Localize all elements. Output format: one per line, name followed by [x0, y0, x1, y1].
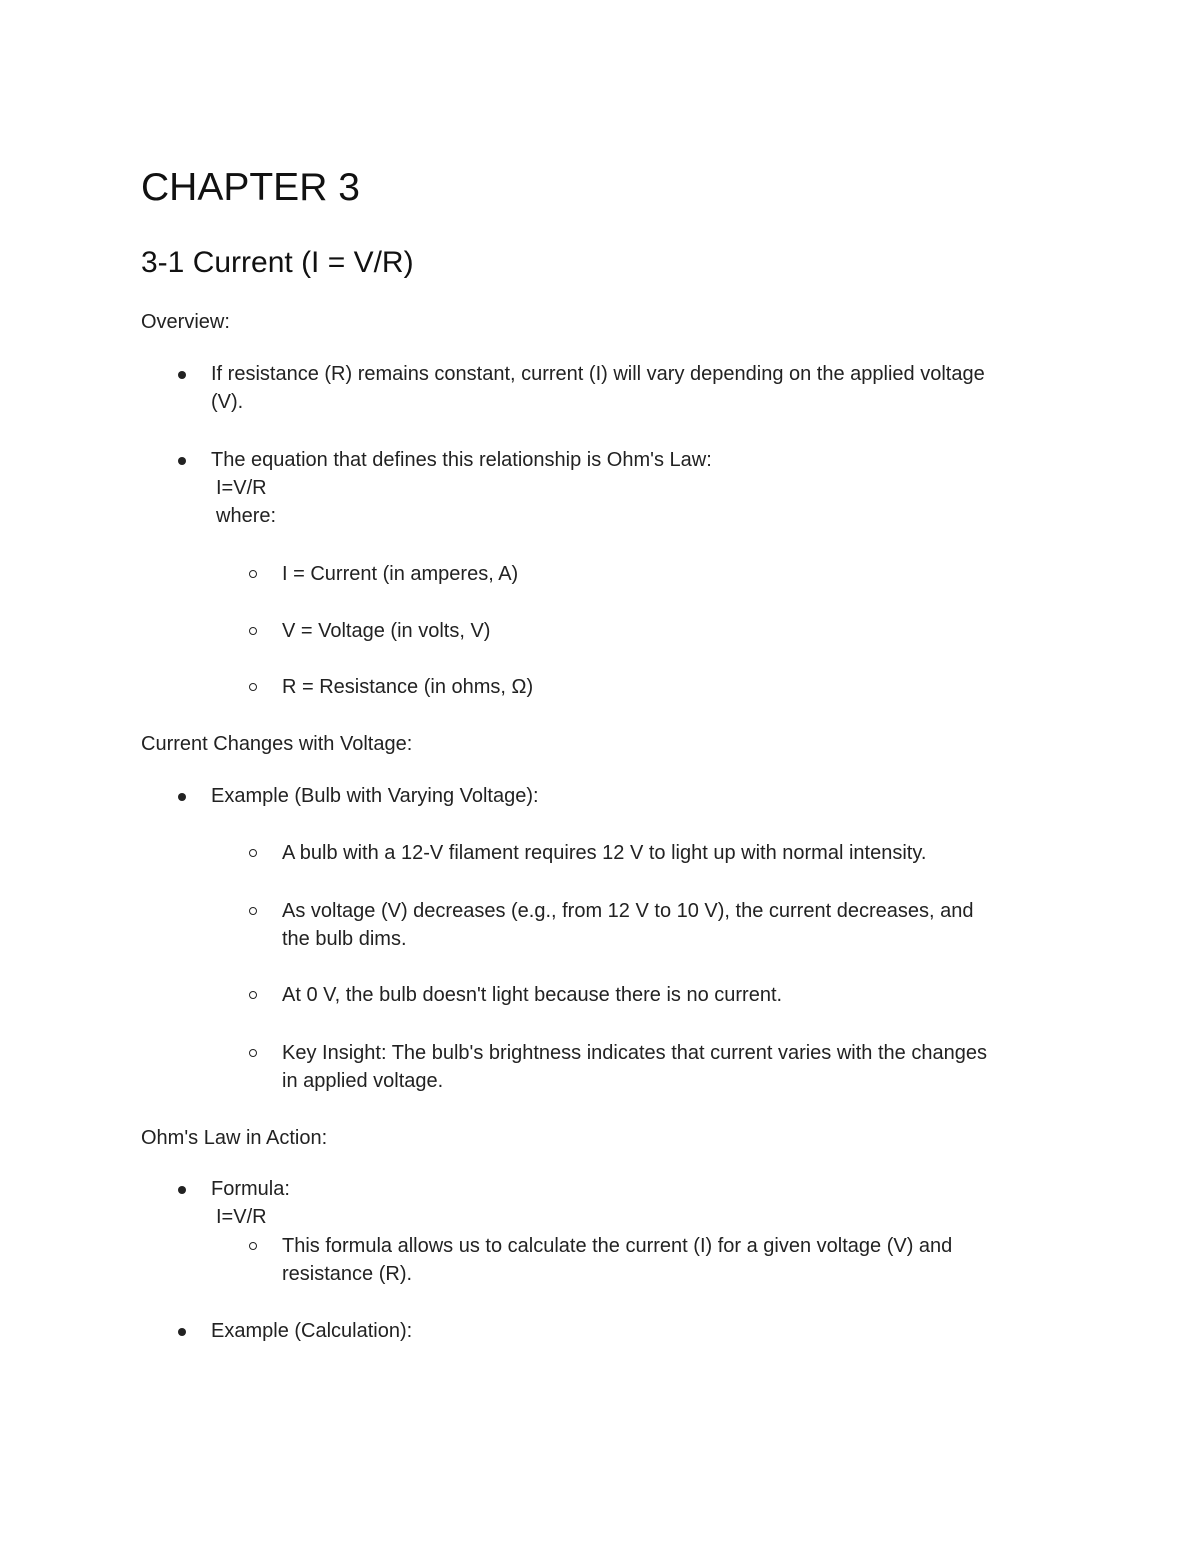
ohms-law-action-label: Ohm's Law in Action:: [141, 1127, 328, 1149]
overview-bullet-2-line-1: The equation that defines this relationship is Ohm's Law:: [211, 449, 712, 471]
bulb-item-4-line-2: in applied voltage.: [282, 1070, 444, 1092]
example-calculation-bullet: Example (Calculation):: [211, 1317, 412, 1345]
example-bulb-bullet: Example (Bulb with Varying Voltage):: [211, 782, 539, 810]
overview-label: Overview:: [141, 311, 230, 333]
bulb-item-1: [282, 839, 926, 867]
overview-bullet-1-line-1: If resistance (R) remains constant, current (I) will vary depending on the applied voltage: [211, 363, 985, 385]
bulb-item-2-line-2: the bulb dims.: [282, 928, 407, 950]
overview-bullet-2: [211, 446, 712, 474]
bulb-item-2: [282, 897, 973, 953]
ohms-law-formula: I=V/R: [216, 477, 267, 499]
definition-current: I = Current (in amperes, A): [282, 560, 518, 588]
bulb-item-3: [282, 981, 782, 1009]
overview-bullet-1: [211, 360, 985, 416]
where-label: where:: [216, 505, 277, 527]
bulb-item-1-line-1: A bulb with a 12-V filament requires 12 V to light up with normal intensity.: [282, 842, 927, 864]
formula-note-line-2: resistance (R).: [282, 1263, 413, 1285]
overview-bullet-1-line-2: (V).: [211, 391, 244, 413]
formula-bullet: Formula:: [211, 1175, 290, 1203]
bulb-item-2-line-1: As voltage (V) decreases (e.g., from 12 V to 10 V), the current decreases, and: [282, 900, 974, 922]
definition-voltage: V = Voltage (in volts, V): [282, 617, 490, 645]
section-heading: 3-1 Current (I = V/R): [141, 246, 414, 279]
bulb-item-3-line-1: At 0 V, the bulb doesn't light because there is no current.: [282, 984, 783, 1006]
bulb-item-4: [282, 1039, 987, 1095]
current-changes-label: Current Changes with Voltage:: [141, 733, 413, 755]
formula-note: [282, 1232, 952, 1288]
definition-resistance: R = Resistance (in ohms, Ω): [282, 673, 533, 701]
formula-text: I=V/R: [216, 1206, 267, 1228]
formula-note-line-1: This formula allows us to calculate the current (I) for a given voltage (V) and: [282, 1235, 953, 1257]
chapter-title: CHAPTER 3: [141, 166, 360, 209]
bulb-item-4-line-1: Key Insight: The bulb's brightness indicates that current varies with the changes: [282, 1042, 987, 1064]
